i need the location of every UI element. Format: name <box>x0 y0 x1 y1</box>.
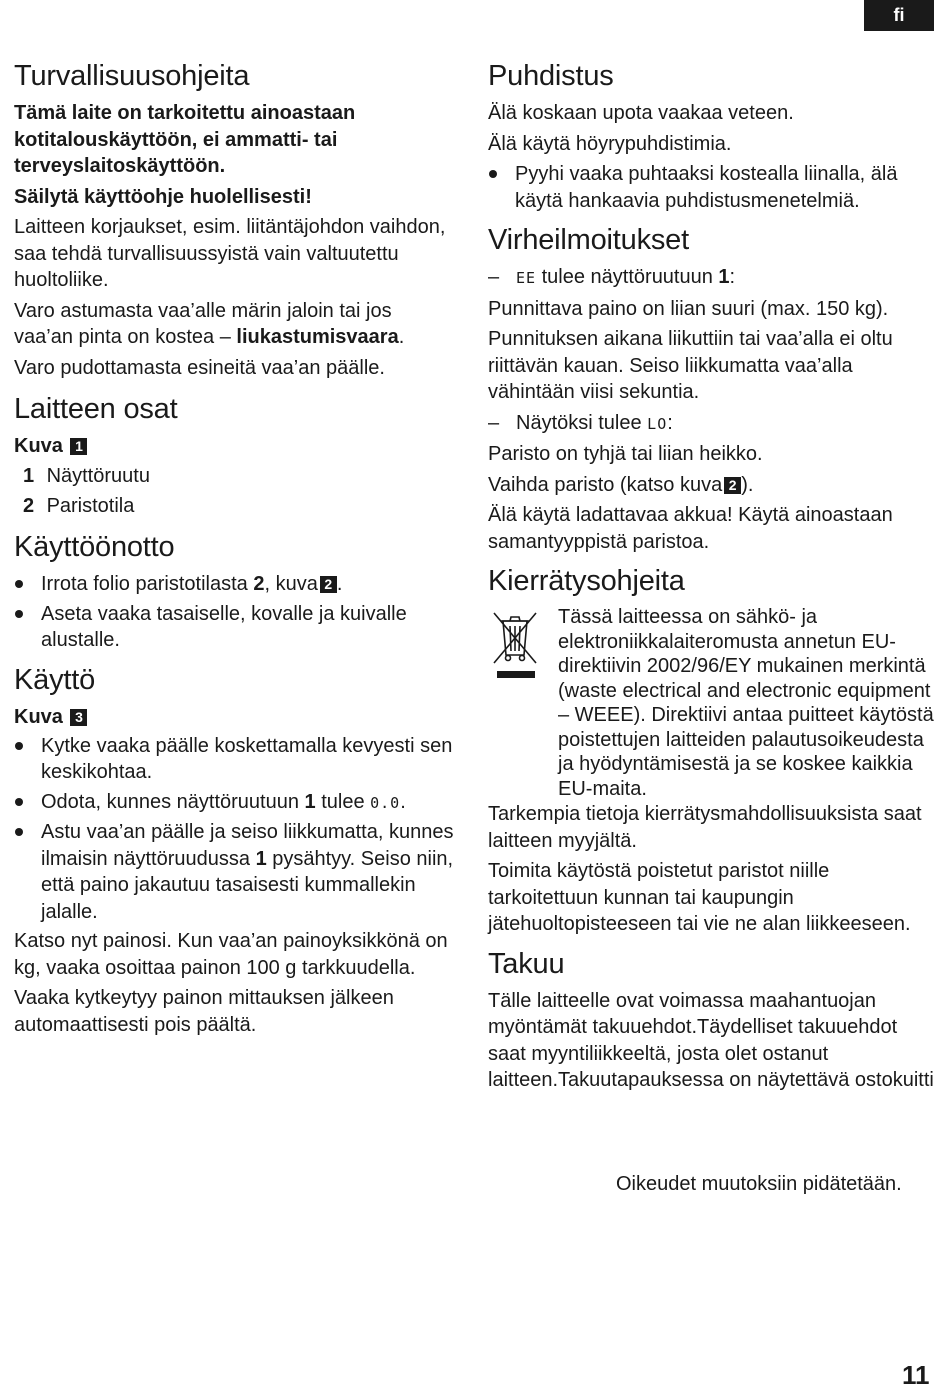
cleaning-paragraph-2: Älä käytä höyrypuhdistimia. <box>488 132 732 155</box>
list-item: 2 Paristotila <box>23 494 135 517</box>
error-item-2: – Näytöksi tulee LO: <box>488 410 938 438</box>
language-tab: fi <box>864 0 934 31</box>
safety-paragraph-3: Varo pudottamasta esineitä vaa’an päälle. <box>14 356 385 379</box>
list-item: Kytke vaaka päälle koskettamalla kevyesti sen keskikohtaa. <box>14 733 454 786</box>
use-section <box>14 662 454 1039</box>
use-paragraph-2: Vaaka kytkeytyy painon mittauksen jälkeen automaattisesti pois päältä. <box>14 987 394 1036</box>
warranty-section <box>488 946 938 1094</box>
safety-section <box>14 58 454 381</box>
use-list <box>14 733 454 926</box>
errors-paragraph-2: Punnituksen aikana liikuttiin tai vaa’alla ei oltu riittävän kauan. Seiso liikkumatta vaa’alla vähintään viisi sekuntia. <box>488 328 893 403</box>
use-paragraph-1: Katso nyt painosi. Kun vaa’an painoyksikkönä on kg, vaaka osoittaa painon 100 g tarkkuudella. <box>14 930 448 979</box>
weee-crossed-bin-icon <box>492 607 538 679</box>
recycling-title: Kierrätysohjeita <box>488 565 685 597</box>
figure-badge: 3 <box>70 709 87 726</box>
list-item: Pyyhi vaaka puhtaaksi kostealla liinalla, älä käytä hankaavia puhdistusmenetelmiä. <box>488 161 938 214</box>
errors-section <box>488 222 938 555</box>
errors-paragraph-5: Älä käytä ladattavaa akkua! Käytä ainoastaan samantyyppistä paristoa. <box>488 504 893 553</box>
page-number: 11 <box>902 1360 930 1390</box>
cleaning-title: Puhdistus <box>488 60 614 92</box>
safety-bold-1: Tämä laite on tarkoitettu ainoastaan kotitalouskäyttöön, ei ammatti- tai terveyslaitoskäyttöön. <box>14 102 356 177</box>
list-item: Odota, kunnes näyttöruutuun 1 tulee 0.0. <box>14 789 454 817</box>
errors-title: Virheilmoitukset <box>488 224 689 256</box>
list-item: Aseta vaaka tasaiselle, kovalle ja kuivalle alustalle. <box>14 601 454 654</box>
error-item-1: – EE tulee näyttöruutuun 1: <box>488 264 938 292</box>
list-item: Astu vaa’an päälle ja seiso liikkumatta, kunnes ilmaisin näyttöruudussa 1 pysähtyy. Seiso niin, että paino jakautuu tasaisesti kummallekin jalalle. <box>14 819 454 925</box>
figure-badge: 2 <box>724 477 741 494</box>
recycling-section <box>488 563 938 938</box>
lcd-error-code: EE <box>516 269 537 287</box>
figure-badge: 1 <box>70 438 87 455</box>
lcd-low-code: LO <box>647 414 668 433</box>
rights-reserved-note: Oikeudet muutoksiin pidätetään. <box>616 1173 902 1195</box>
cleaning-list <box>488 161 938 214</box>
errors-paragraph-3: Paristo on tyhjä tai liian heikko. <box>488 443 763 465</box>
parts-list <box>23 462 454 521</box>
recycling-paragraph-1: Tarkempia tietoja kierrätysmahdollisuuksista saat laitteen myyjältä. <box>488 803 922 852</box>
use-title: Käyttö <box>14 663 96 696</box>
list-item: Irrota folio paristotilasta 2, kuva 2 . <box>14 571 454 598</box>
errors-paragraph-1: Punnittava paino on liian suuri (max. 150 kg). <box>488 297 889 320</box>
safety-paragraph-1: Laitteen korjaukset, esim. liitäntäjohdon vaihdon, saa tehdä turvallisuussyistä vain valtuutettu huoltoliike. <box>14 216 446 291</box>
warranty-paragraph: Tälle laitteelle ovat voimassa maahantuojan myöntämät takuuehdot.Täydelliset takuuehdot saat myyntiliikkeeltä, josta olet ostanut laitteen.Takuutapauksessa on näytettävä ostokuitti <box>488 989 934 1091</box>
parts-figure-ref: Kuva 1 <box>14 433 454 459</box>
figure-badge: 2 <box>320 576 337 593</box>
safety-title: Turvallisuusohjeita <box>14 60 250 92</box>
parts-section <box>14 391 454 521</box>
list-item: 1 Näyttöruutu <box>23 465 150 487</box>
errors-paragraph-4: Vaihda paristo (katso kuva 2 ). <box>488 473 754 496</box>
setup-title: Käyttöönotto <box>14 531 175 563</box>
slip-warning: liukastumisvaara <box>236 326 399 348</box>
right-column <box>488 58 938 1102</box>
setup-section <box>14 529 454 654</box>
weee-block <box>488 605 938 801</box>
warranty-title: Takuu <box>488 947 565 980</box>
setup-list <box>14 571 454 654</box>
use-figure-ref: Kuva 3 <box>14 704 454 730</box>
cleaning-paragraph-1: Älä koskaan upota vaakaa veteen. <box>488 102 794 124</box>
weee-text: Tässä laitteessa on sähkö- ja elektroniikkalaiteromusta annetun EU-direktiivin 2002/96/EY mukainen merkintä (waste electrical and electronic equipment – WEEE). Direktiivi antaa puitteet käytöstä poistettujen laitteiden palautusoikeudesta ja hyödyntämisestä ja se koskee kaikkia EU-maita. <box>558 606 934 800</box>
parts-title: Laitteen osat <box>14 393 178 425</box>
recycling-paragraph-2: Toimita käytöstä poistetut paristot niille tarkoitettuun kunnan tai kaupungin jätehuoltopisteeseen tai vie ne alan liikkeeseen. <box>488 860 911 935</box>
safety-bold-2: Säilytä käyttöohje huolellisesti! <box>14 185 312 208</box>
lcd-zero-reading: 0.0 <box>370 793 401 812</box>
left-column <box>14 58 454 1046</box>
cleaning-section <box>488 58 938 214</box>
safety-paragraph-2: Varo astumasta vaa’alle märin jaloin tai jos vaa’an pinta on kostea – liukastumisvaara. <box>14 299 405 348</box>
